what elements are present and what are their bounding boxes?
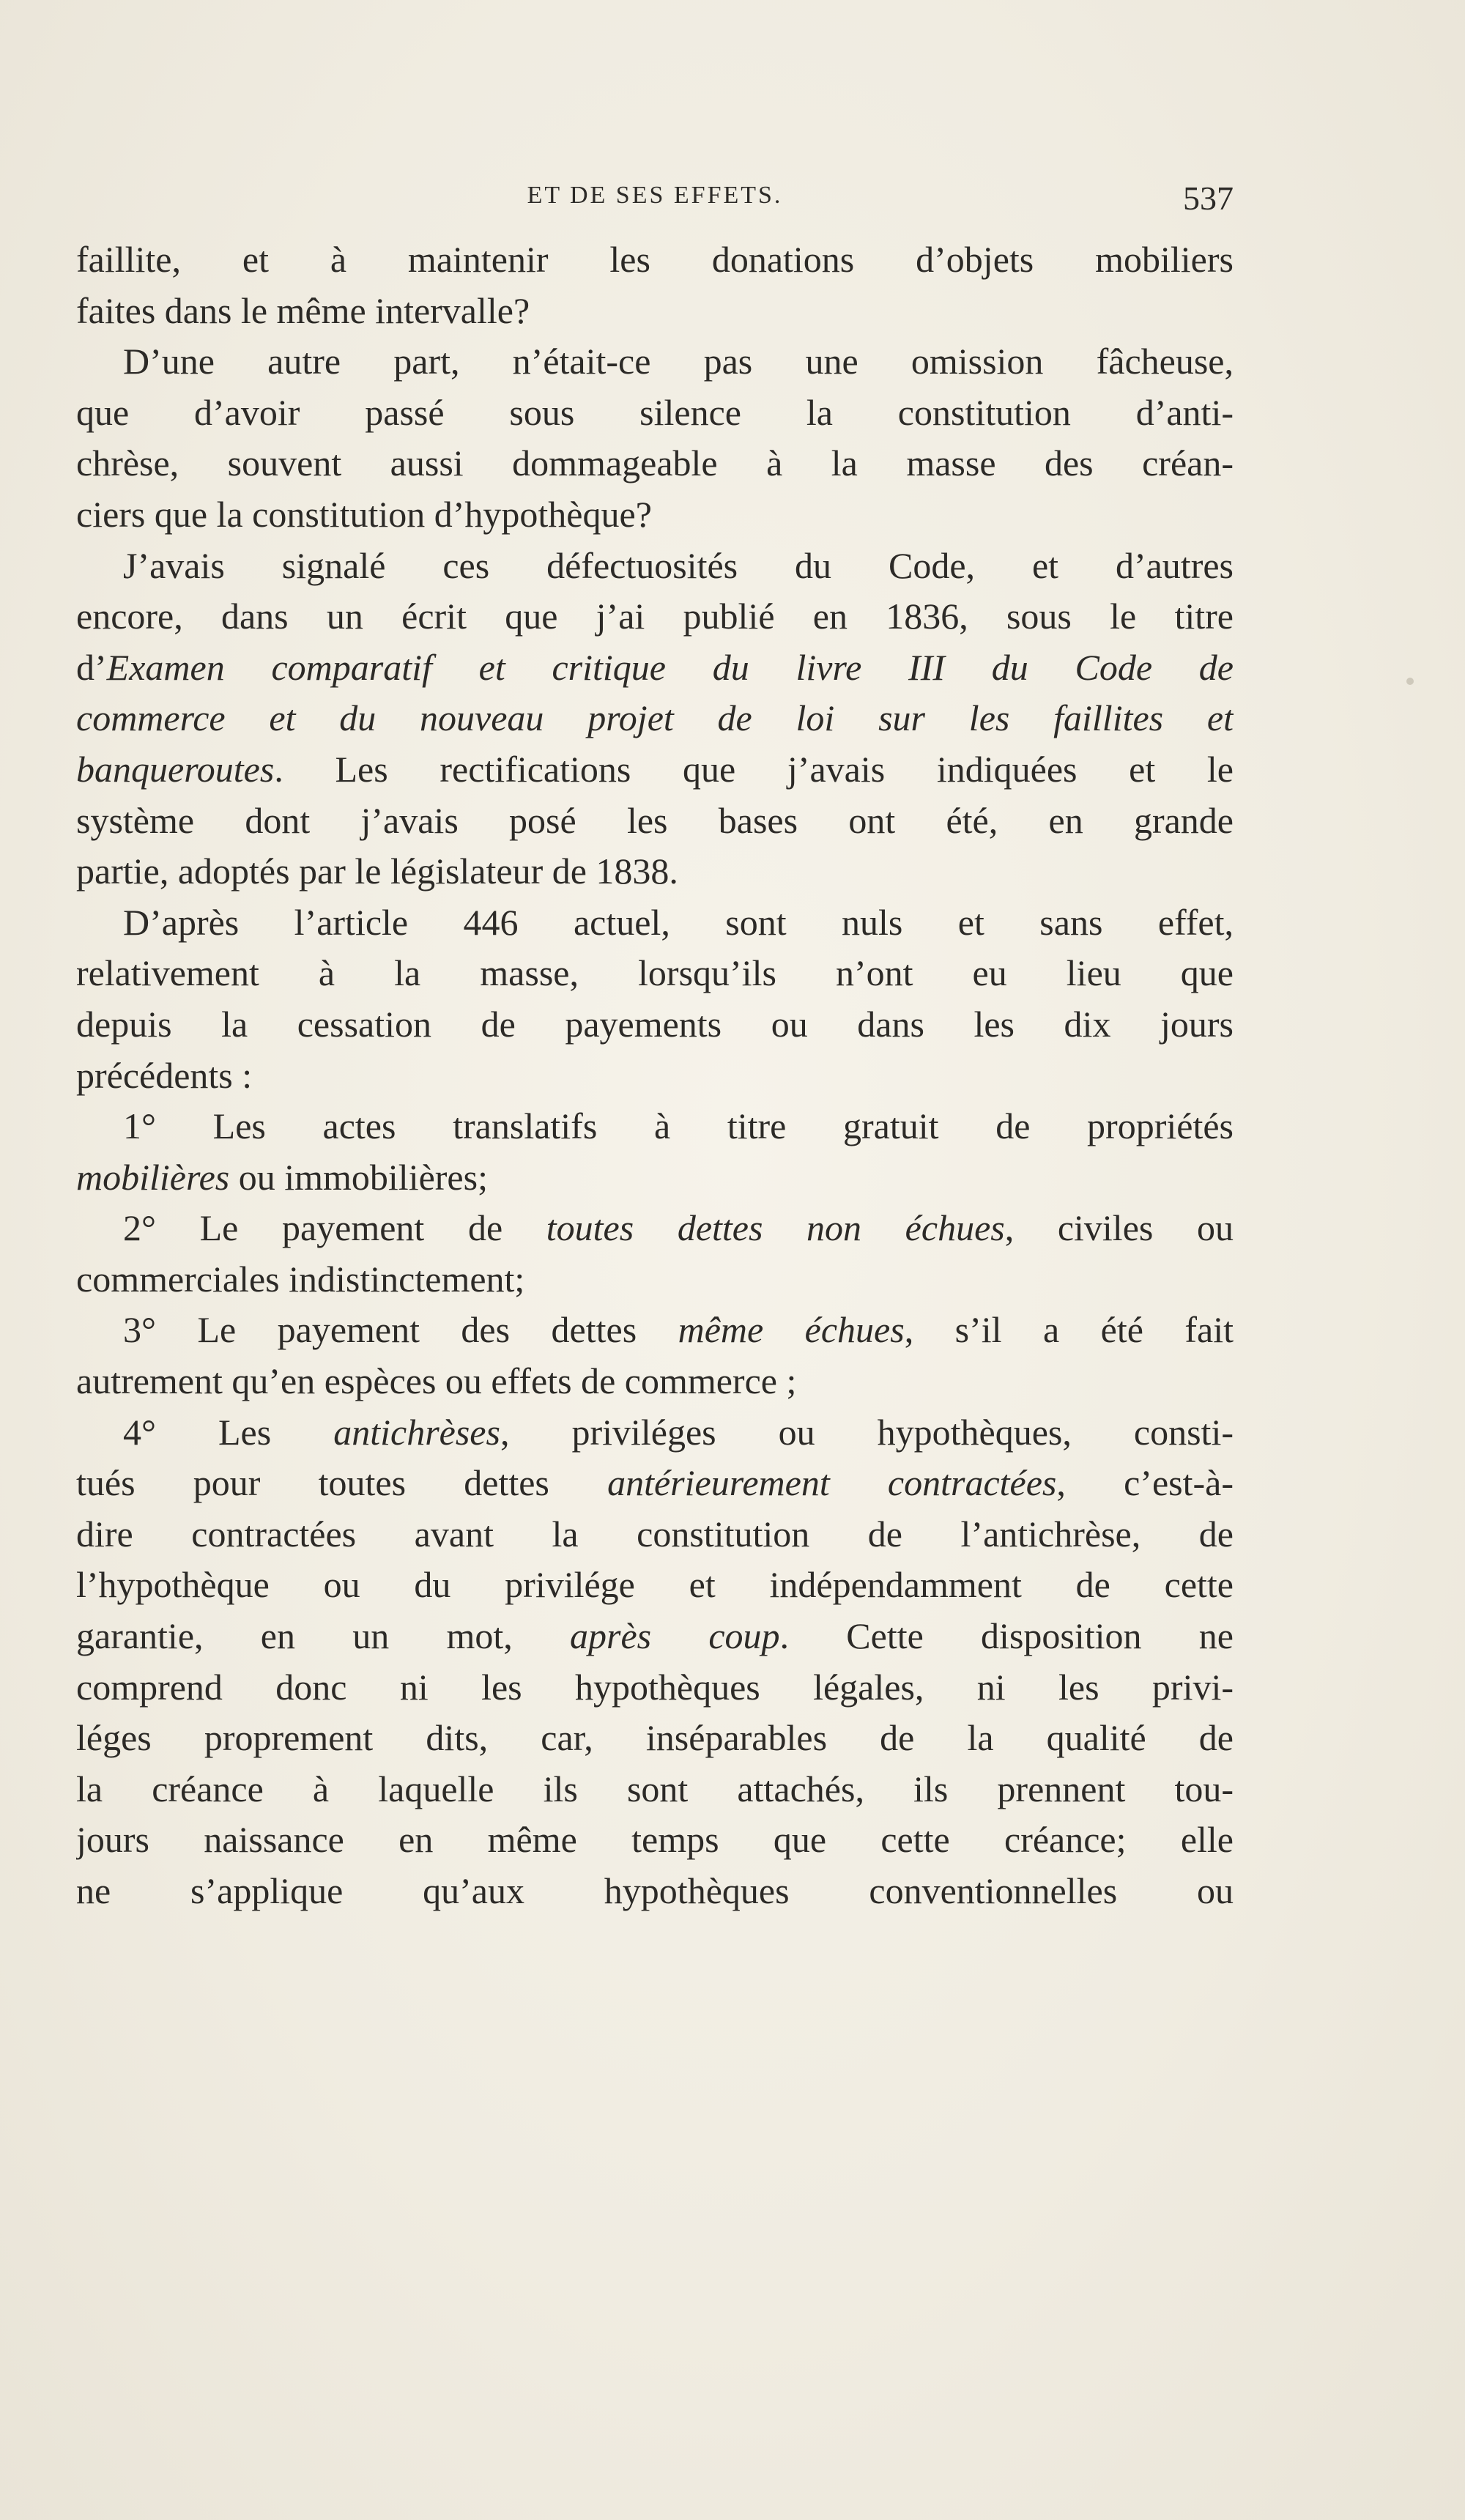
italic-text: antérieurement contractées <box>607 1462 1057 1504</box>
text-line <box>76 642 1234 694</box>
italic-text: antichrèses <box>333 1411 500 1453</box>
page-header <box>76 179 1234 226</box>
text-line <box>76 1101 1234 1152</box>
text-segment: , civiles ou <box>1004 1207 1234 1249</box>
text-segment: partie, adoptés par le législateur de 1838. <box>76 850 678 892</box>
text-line <box>76 1815 1234 1866</box>
text-segment: dire contractées avant la constitution de l’antichrèse, de <box>76 1513 1234 1554</box>
text-segment: léges proprement dits, car, inséparables de la qualité de <box>76 1717 1234 1759</box>
text-line <box>76 796 1234 847</box>
text-segment: chrèse, souvent aussi dommageable à la masse des créan- <box>76 442 1234 484</box>
italic-text: mobilières <box>76 1156 230 1198</box>
text-line <box>76 1560 1234 1611</box>
text-line <box>76 1662 1234 1713</box>
text-segment: tués pour toutes dettes <box>76 1462 608 1504</box>
italic-text: toutes dettes non échues <box>546 1207 1005 1249</box>
text-segment: commerciales indistinctement; <box>76 1258 525 1300</box>
text-segment: système dont j’avais posé les bases ont été, en grande <box>76 799 1234 841</box>
text-segment: ne s’applique qu’aux hypothèques conventionnelles ou <box>76 1870 1234 1911</box>
text-segment: faites dans le même intervalle? <box>76 289 530 331</box>
text-line <box>76 438 1234 489</box>
text-line <box>76 1866 1234 1917</box>
body-text <box>76 234 1234 1917</box>
text-segment: , s’il a été fait <box>904 1309 1234 1351</box>
text-line <box>76 948 1234 999</box>
italic-text: même échues <box>678 1309 905 1351</box>
text-line <box>76 1305 1234 1356</box>
text-line <box>76 591 1234 642</box>
text-segment: garantie, en un mot, <box>76 1615 570 1657</box>
text-line <box>76 1509 1234 1560</box>
text-segment: 2° Le payement de <box>123 1207 546 1249</box>
text-segment: jours naissance en même temps que cette créance; elle <box>76 1819 1234 1861</box>
text-line <box>76 693 1234 744</box>
text-line <box>76 1152 1234 1204</box>
text-segment: 4° Les <box>123 1411 334 1453</box>
text-segment: . Cette disposition ne <box>779 1615 1234 1657</box>
text-line <box>76 846 1234 897</box>
text-segment: ciers que la constitution d’hypothèque? <box>76 493 652 535</box>
text-segment: 1° Les actes translatifs à titre gratuit de propriétés <box>123 1105 1234 1147</box>
text-segment: faillite, et à maintenir les donations d’objets mobiliers <box>76 239 1234 280</box>
text-line <box>76 1407 1234 1459</box>
paper-blemish <box>1406 678 1414 685</box>
text-segment: encore, dans un écrit que j’ai publié en 1836, sous le titre <box>76 596 1234 637</box>
text-segment: ou immobilières; <box>229 1156 488 1198</box>
text-segment: la créance à laquelle ils sont attachés, ils prennent tou- <box>76 1768 1234 1809</box>
text-segment: comprend donc ni les hypothèques légales, ni les privi- <box>76 1666 1234 1708</box>
text-line <box>76 1764 1234 1815</box>
text-line <box>76 1713 1234 1764</box>
running-head: ET DE SES EFFETS. <box>527 182 783 209</box>
text-segment: D’après l’article 446 actuel, sont nuls et sans effet, <box>123 901 1234 943</box>
text-segment: , c’est-à- <box>1056 1462 1234 1504</box>
text-line <box>76 1356 1234 1407</box>
text-line <box>76 999 1234 1050</box>
text-line <box>76 1050 1234 1102</box>
page-number: 537 <box>1183 179 1234 217</box>
text-line <box>76 1611 1234 1662</box>
text-line <box>76 234 1234 286</box>
text-line <box>76 897 1234 949</box>
text-segment: autrement qu’en espèces ou effets de commerce ; <box>76 1360 797 1402</box>
italic-text: après coup <box>569 1615 780 1657</box>
text-segment: d’ <box>76 646 107 688</box>
text-segment: depuis la cessation de payements ou dans les dix jours <box>76 1003 1234 1045</box>
text-line <box>76 541 1234 592</box>
text-segment: l’hypothèque ou du privilége et indépendamment de cette <box>76 1564 1234 1606</box>
text-line <box>76 286 1234 337</box>
text-segment: J’avais signalé ces défectuosités du Code, et d’autres <box>123 544 1234 586</box>
text-segment: D’une autre part, n’était-ce pas une omission fâcheuse, <box>123 341 1234 382</box>
text-segment: . Les rectifications que j’avais indiquées et le <box>274 748 1234 790</box>
text-segment: relativement à la masse, lorsqu’ils n’ont eu lieu que <box>76 952 1234 994</box>
text-segment: 3° Le payement des dettes <box>123 1309 678 1351</box>
text-line <box>76 336 1234 388</box>
text-line <box>76 1203 1234 1254</box>
text-line <box>76 1458 1234 1509</box>
italic-text: commerce et du nouveau projet de loi sur les faillites et <box>76 697 1234 739</box>
text-line <box>76 1254 1234 1305</box>
text-line <box>76 388 1234 439</box>
text-segment: précédents : <box>76 1054 253 1096</box>
italic-text: Examen comparatif et critique du livre III du Code de <box>106 646 1234 688</box>
text-line <box>76 744 1234 796</box>
text-segment: que d’avoir passé sous silence la constitution d’anti- <box>76 391 1234 433</box>
italic-text: banqueroutes <box>76 748 275 790</box>
text-segment: , priviléges ou hypothèques, consti- <box>500 1411 1234 1453</box>
text-line <box>76 489 1234 541</box>
